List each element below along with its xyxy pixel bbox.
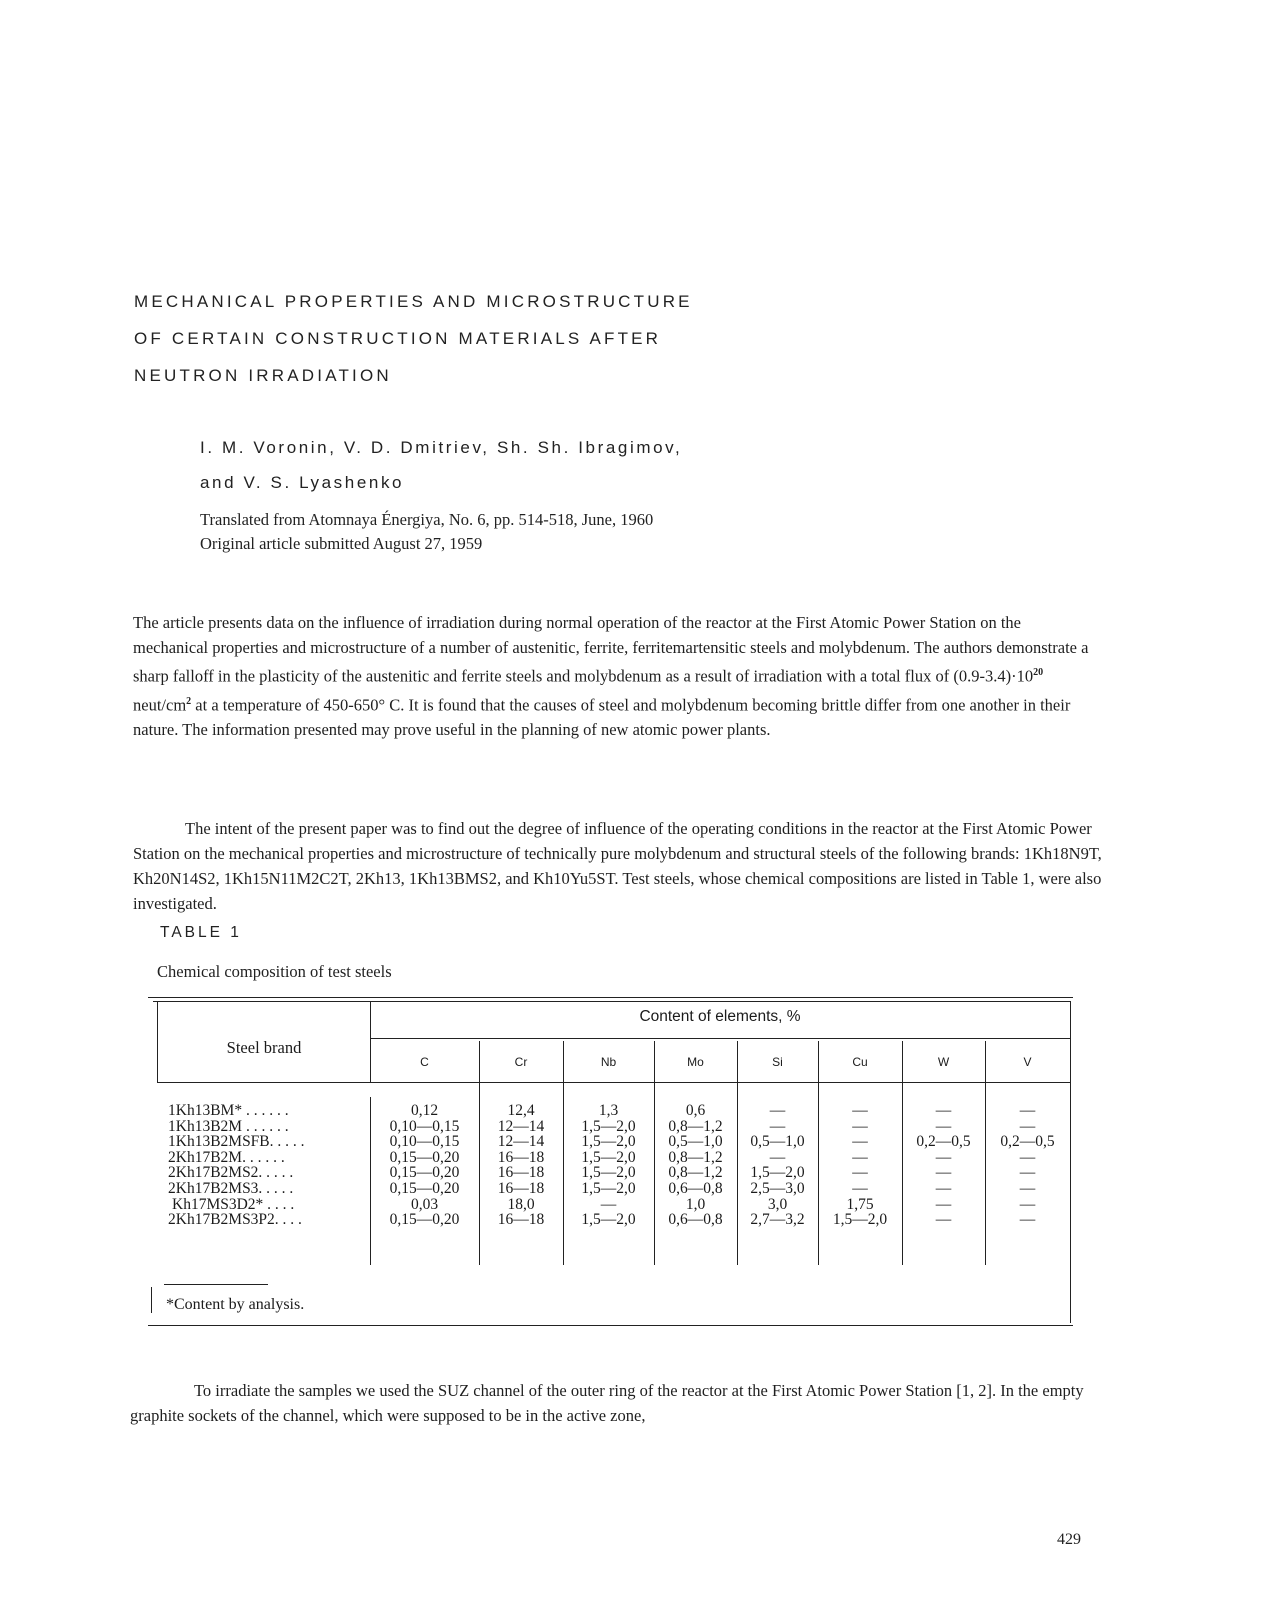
table-cell-nb: 1,5—2,0	[581, 1133, 636, 1151]
abstract-text-2: neut/cm	[133, 695, 187, 714]
table-cell-cu: —	[852, 1180, 868, 1197]
table-cell-c: 0,15—0,20	[389, 1180, 460, 1197]
table-cell-v: —	[1019, 1164, 1036, 1182]
table-top-rule	[148, 997, 1073, 998]
table-cell-c: 0,10—0,15	[389, 1117, 460, 1135]
body-text: To irradiate the samples we used the SUZ channel of the outer ring of the reactor at the First Atomic Power Station [1, 2]. In the empty graphite sockets of the channel, which were supposed to be in the active zone,	[130, 1381, 1084, 1425]
table-cell-c: 0,15—0,20	[389, 1164, 460, 1182]
table-cell-mo: 0,6	[685, 1102, 706, 1119]
group-header-rule	[370, 1038, 1070, 1039]
steel-brand-cell: 2Kh17B2MS3P2. . . .	[168, 1211, 302, 1229]
steel-brand-cell: Kh17MS3D2* . . . .	[172, 1195, 295, 1213]
table-cell-v: —	[1019, 1195, 1036, 1213]
table-cell-v: —	[1019, 1148, 1036, 1166]
steel-brand-cell: 2Kh17B2MS3. . . . .	[168, 1180, 294, 1197]
table-cell-v: 0,2—0,5	[1000, 1133, 1055, 1151]
abstract-text-3: at a temperature of 450-650° C. It is found that the causes of steel and molybdenum becoming brittle differ from one another in their nature. The information presented may prove useful in the planning of new atomic power plants.	[133, 695, 1071, 739]
article-title	[134, 283, 693, 394]
table-cell-mo: 0,8—1,2	[668, 1148, 723, 1166]
table-cell-cu: —	[852, 1102, 868, 1119]
table-cell-cr: 16—18	[497, 1164, 545, 1182]
table-top-rule-inner	[153, 1001, 1070, 1002]
translation-note	[200, 508, 653, 556]
intro-text: The intent of the present paper was to find out the degree of influence of the operating conditions in the reactor at the First Atomic Power Station on the mechanical properties and microstructure of technically pure molybdenum and structural steels of the following brands: 1Kh18N9T, Kh20N14S2, 1Kh15N11M2C2T, 2Kh13, 1Kh13BMS2, and Kh10Yu5ST. Test steels, whose chemical compositions are listed in Table 1, were also investigated.	[133, 819, 1102, 913]
table-footnote: *Content by analysis.	[166, 1296, 305, 1313]
table-cell-cu: —	[852, 1148, 868, 1166]
table-cell-si: —	[769, 1117, 786, 1135]
column-header-si: Si	[772, 1055, 783, 1069]
table-cell-w: 0,2—0,5	[916, 1133, 971, 1151]
table-cell-nb: 1,3	[598, 1102, 619, 1119]
footnote-rule	[164, 1284, 268, 1285]
composition-table	[148, 997, 1073, 1327]
abstract-sup-1: 20	[1033, 667, 1044, 678]
steel-brand-cell: 1Kh13B2M . . . . . .	[168, 1117, 289, 1135]
authors-line: and V. S. Lyashenko	[200, 473, 405, 492]
table-cell-v: —	[1019, 1180, 1036, 1197]
submission-date: Original article submitted August 27, 1959	[200, 534, 483, 553]
table-cell-mo: 0,6—0,8	[668, 1211, 723, 1229]
table-cell-cr: 12,4	[507, 1102, 535, 1119]
table-cell-si: 1,5—2,0	[750, 1164, 805, 1182]
table-cell-mo: 0,8—1,2	[668, 1117, 723, 1135]
table-cell-nb: 1,5—2,0	[581, 1117, 636, 1135]
column-header-w: W	[937, 1055, 950, 1069]
steel-brand-cell: 2Kh17B2MS2. . . . .	[168, 1164, 294, 1182]
table-cell-w: —	[935, 1180, 952, 1197]
column-header-nb: Nb	[600, 1055, 617, 1069]
table-cell-si: —	[769, 1102, 786, 1119]
table-cell-si: 2,7—3,2	[750, 1211, 805, 1229]
table-cell-w: —	[935, 1211, 952, 1229]
abstract	[133, 610, 1098, 742]
column-header-v: V	[1023, 1055, 1032, 1069]
table-cell-c: 0,10—0,15	[389, 1133, 460, 1151]
table-cell-cr: 16—18	[497, 1211, 545, 1229]
table-cell-c: 0,12	[410, 1102, 439, 1119]
intro-paragraph	[133, 816, 1108, 916]
brand-header: Steel brand	[226, 1038, 302, 1057]
translated-from: Translated from Atomnaya Énergiya, No. 6, pp. 514-518, June, 1960	[200, 510, 654, 529]
authors-line: I. M. Voronin, V. D. Dmitriev, Sh. Sh. Ibragimov,	[200, 438, 683, 457]
table-cell-nb: —	[600, 1195, 617, 1213]
title-line: NEUTRON IRRADIATION	[134, 366, 392, 385]
table-cell-cr: 16—18	[497, 1148, 545, 1166]
table-cell-cr: 12—14	[497, 1133, 545, 1151]
table-cell-cr: 16—18	[497, 1180, 545, 1197]
table-cell-w: —	[935, 1117, 952, 1135]
table-cell-v: —	[1019, 1102, 1036, 1119]
table-cell-cr: 18,0	[507, 1195, 535, 1213]
abstract-sup-2: 2	[186, 695, 192, 707]
table-cell-cu: —	[852, 1133, 868, 1151]
steel-brand-cell: 1Kh13B2MSFB. . . . .	[168, 1133, 305, 1151]
group-header: Content of elements, %	[639, 1008, 801, 1025]
table-cell-mo: 1,0	[685, 1195, 706, 1213]
table-bottom-rule	[148, 1325, 1073, 1326]
table-cell-w: —	[935, 1102, 952, 1119]
table-cell-nb: 1,5—2,0	[581, 1211, 636, 1229]
column-header-c: C	[420, 1055, 429, 1069]
title-line: OF CERTAIN CONSTRUCTION MATERIALS AFTER	[134, 329, 662, 348]
table-cell-si: 0,5—1,0	[750, 1133, 805, 1151]
table-cell-cu: —	[852, 1117, 868, 1135]
body-paragraph	[130, 1378, 1105, 1428]
table-cell-cu: —	[852, 1164, 868, 1182]
table-cell-nb: 1,5—2,0	[581, 1180, 636, 1197]
table-right-border	[1070, 1001, 1071, 1323]
abstract-text-1: The article presents data on the influence of irradiation during normal operation of the reactor at the First Atomic Power Station on the mechanical properties and microstructure of a number of austenitic, ferrite, ferritemartensitic steels and molybdenum. The authors demonstrate a sharp falloff in the plasticity of the austenitic and ferrite steels and molybdenum as a result of irradiation with a total flux of (0.9-3.4)·10	[133, 613, 1089, 686]
authors	[200, 430, 682, 500]
table-cell-w: —	[935, 1164, 952, 1182]
page-number: 429	[1057, 1531, 1081, 1548]
table-cell-nb: 1,5—2,0	[581, 1164, 636, 1182]
table-cell-c: 0,03	[410, 1195, 439, 1213]
title-line: MECHANICAL PROPERTIES AND MICROSTRUCTURE	[134, 292, 693, 311]
table-left-border-lower	[151, 1287, 152, 1313]
table-cell-w: —	[935, 1148, 952, 1166]
table-cell-si: 3,0	[767, 1195, 788, 1213]
table-cell-c: 0,15—0,20	[389, 1211, 460, 1229]
steel-brand-cell: 1Kh13BM* . . . . . .	[168, 1102, 289, 1119]
column-header-mo: Mo	[687, 1055, 704, 1069]
table-cell-mo: 0,6—0,8	[668, 1180, 723, 1197]
table-cell-mo: 0,5—1,0	[668, 1133, 723, 1151]
table-cell-si: —	[769, 1148, 786, 1166]
header-bottom-rule	[157, 1082, 1070, 1083]
table-cell-si: 2,5—3,0	[750, 1180, 805, 1197]
table-cell-c: 0,15—0,20	[389, 1148, 460, 1166]
table-cell-cu: 1,75	[846, 1195, 874, 1213]
table-cell-nb: 1,5—2,0	[581, 1148, 636, 1166]
table-cell-v: —	[1019, 1211, 1036, 1229]
table-caption: Chemical composition of test steels	[157, 962, 392, 981]
table-cell-mo: 0,8—1,2	[668, 1164, 723, 1182]
table-cell-cr: 12—14	[497, 1117, 545, 1135]
column-header-cu: Cu	[852, 1055, 868, 1069]
table-cell-v: —	[1019, 1117, 1036, 1135]
column-header-cr: Cr	[514, 1055, 528, 1069]
steel-brand-cell: 2Kh17B2M. . . . . .	[168, 1148, 285, 1166]
table-label: TABLE 1	[160, 924, 242, 941]
table-cell-cu: 1,5—2,0	[832, 1211, 888, 1229]
table-cell-w: —	[935, 1195, 952, 1213]
